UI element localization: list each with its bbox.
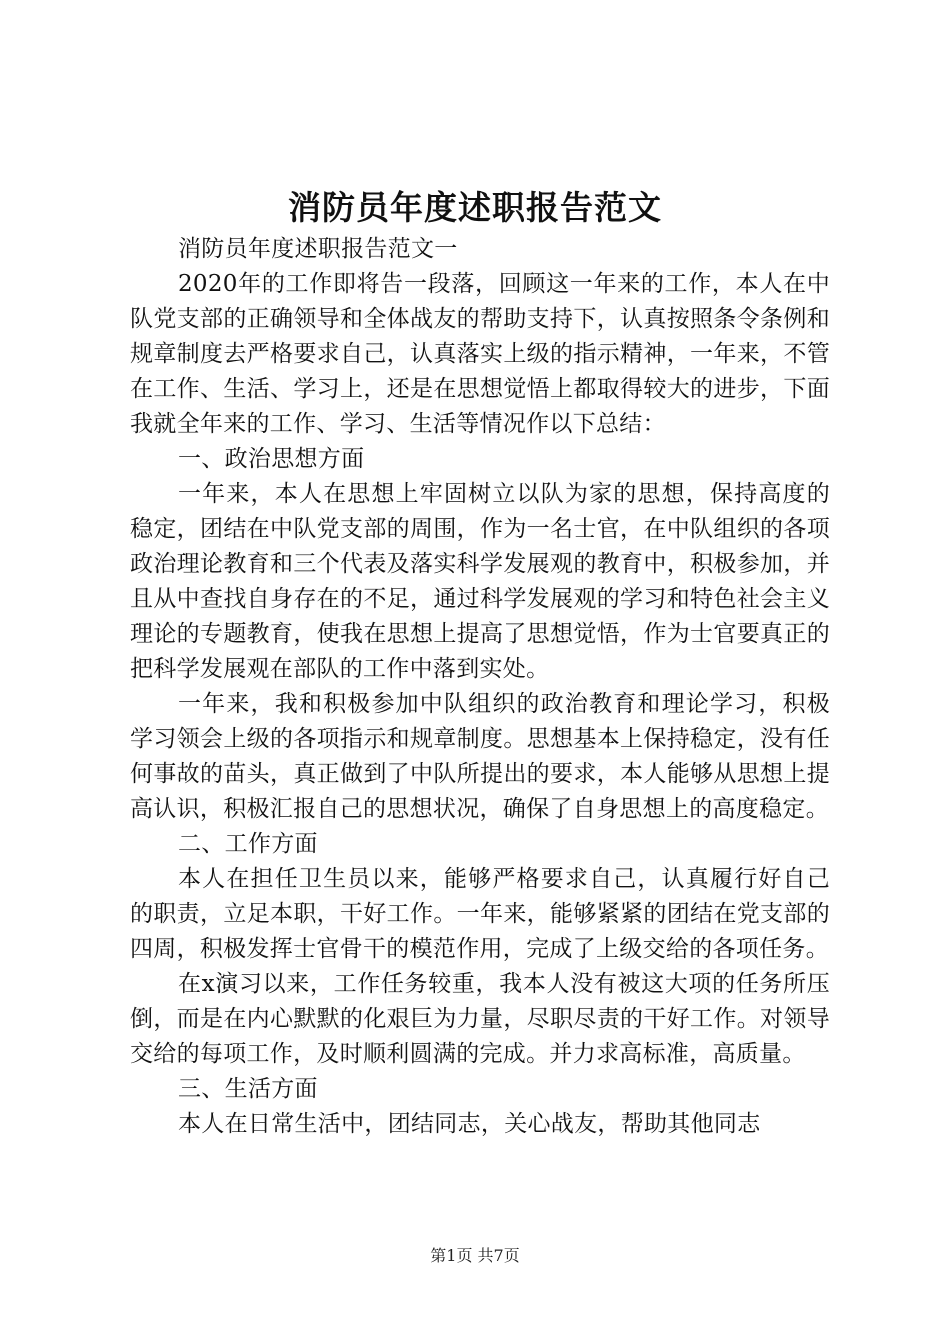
politics-paragraph-2: 一年来，我和积极参加中队组织的政治教育和理论学习，积极学习领会上级的各项指示和规章制度。思想基本上保持稳定，没有任何事故的苗头，真正做到了中队所提出的要求，本人能够从思想上提高认识，积极汇报自己的思想状况，确保了自身思想上的高度稳定。 xyxy=(130,691,830,822)
politics-paragraph-1: 一年来，本人在思想上牢固树立以队为家的思想，保持高度的稳定，团结在中队党支部的周围，作为一名士官，在中队组织的各项政治理论教育和三个代表及落实科学发展观的教育中，积极参加，并且从中查找自身存在的不足，通过科学发展观的学习和特色社会主义理论的专题教育，使我在思想上提高了思想觉悟，作为士官要真正的把科学发展观在部队的工作中落到实处。 xyxy=(130,481,830,682)
section-heading-politics: 一、政治思想方面 xyxy=(178,446,365,472)
work-paragraph-2: 在x演习以来，工作任务较重，我本人没有被这大项的任务所压倒，而是在内心默默的化艰巨为力量，尽职尽责的干好工作。对领导交给的每项工作，及时顺利圆满的完成。并力求高标准，高质量。 xyxy=(130,971,830,1067)
life-paragraph-1: 本人在日常生活中，团结同志，关心战友，帮助其他同志 xyxy=(178,1111,761,1137)
work-paragraph-1: 本人在担任卫生员以来，能够严格要求自己，认真履行好自己的职责，立足本职，干好工作。一年来，能够紧紧的团结在党支部的四周，积极发挥士官骨干的模范作用，完成了上级交给的各项任务。 xyxy=(130,866,830,962)
document-title: 消防员年度述职报告范文 xyxy=(288,188,662,227)
document-body xyxy=(130,232,830,1142)
section-heading-work: 二、工作方面 xyxy=(178,831,318,857)
section-heading-life: 三、生活方面 xyxy=(178,1076,318,1102)
subtitle-paragraph: 消防员年度述职报告范文一 xyxy=(178,236,458,262)
intro-paragraph: 2020年的工作即将告一段落，回顾这一年来的工作，本人在中队党支部的正确领导和全体战友的帮助支持下，认真按照条令条例和规章制度去严格要求自己，认真落实上级的指示精神，一年来，不管在工作、生活、学习上，还是在思想觉悟上都取得较大的进步，下面我就全年来的工作、学习、生活等情况作以下总结： xyxy=(130,271,830,437)
page-number-footer: 第1页 共7页 xyxy=(430,1246,520,1265)
